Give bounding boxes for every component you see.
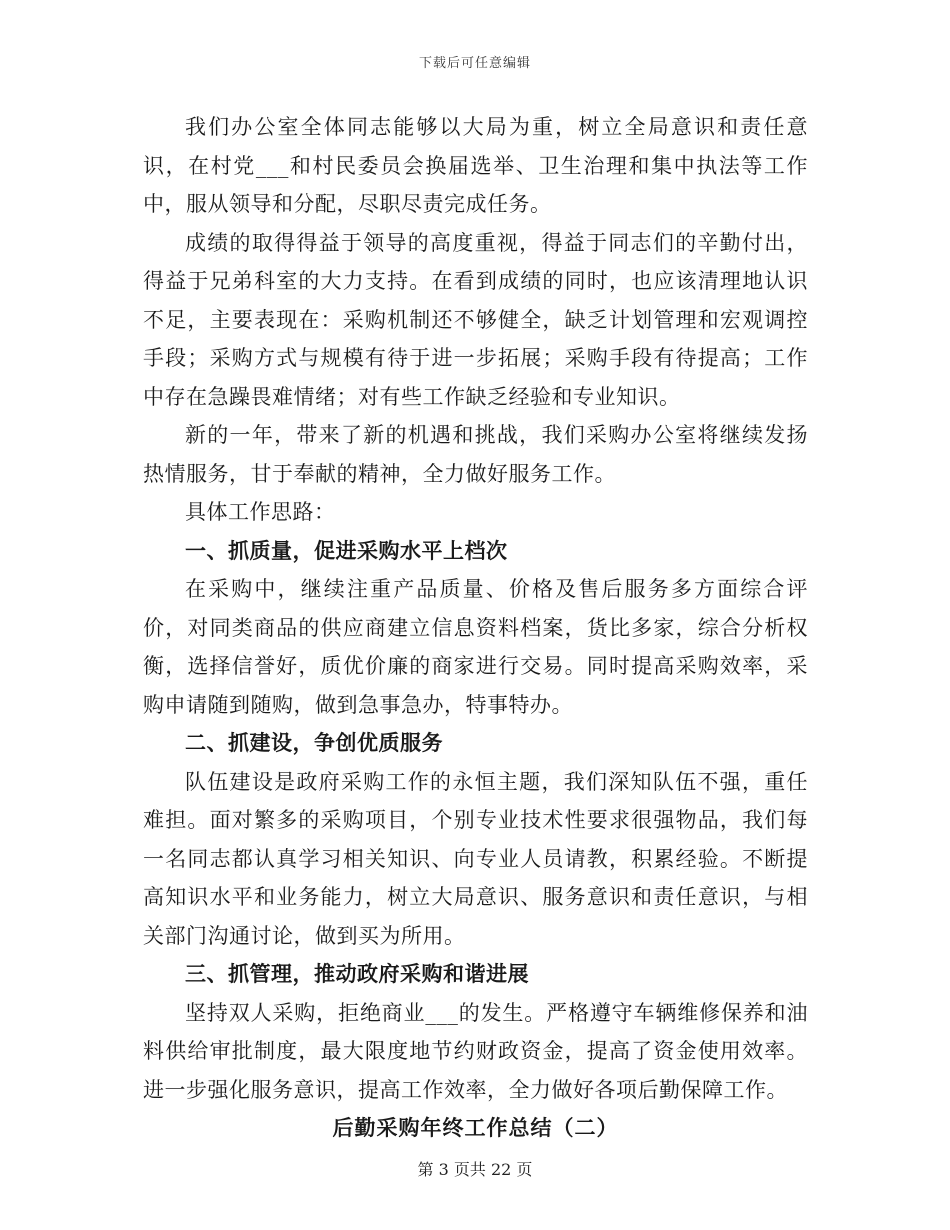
document-body bbox=[143, 108, 808, 1148]
paragraph: 具体工作思路： bbox=[185, 500, 336, 524]
section-heading: 三、抓管理，推动政府采购和谐进展 bbox=[185, 961, 529, 986]
page-footer: 第 3 页共 22 页 bbox=[417, 1160, 533, 1179]
section-heading: 二、抓建设，争创优质服务 bbox=[185, 730, 443, 755]
paragraph: 在采购中，继续注重产品质量、价格及售后服务多方面综合评价，对同类商品的供应商建立信息资料档案，货比多家，综合分析权衡，选择信誉好，质优价廉的商家进行交易。同时提高采购效率，采购申请随到随购，做到急事急办，特事特办。 bbox=[143, 577, 808, 717]
section-heading: 一、抓质量，促进采购水平上档次 bbox=[185, 537, 508, 563]
document-title: 后勤采购年终工作总结（二） bbox=[332, 1115, 619, 1140]
paragraph: 我们办公室全体同志能够以大局为重，树立全局意识和责任意识，在村党___和村民委员会换届选举、卫生治理和集中执法等工作中，服从领导和分配，尽职尽责完成任务。 bbox=[143, 115, 808, 216]
paragraph: 坚持双人采购，拒绝商业___的发生。严格遵守车辆维修保养和油料供给审批制度，最大限度地节约财政资金，提高了资金使用效率。进一步强化服务意识，提高工作效率，全力做好各项后勤保障工作。 bbox=[143, 1000, 808, 1102]
paragraph: 成绩的取得得益于领导的高度重视，得益于同志们的辛勤付出，得益于兄弟科室的大力支持。在看到成绩的同时，也应该清理地认识不足，主要表现在：采购机制还不够健全，缺乏计划管理和宏观调控手段；采购方式与规模有待于进一步拓展；采购手段有待提高；工作中存在急躁畏难情绪；对有些工作缺乏经验和专业知识。 bbox=[143, 230, 808, 409]
page-header: 下载后可任意编辑 bbox=[418, 56, 531, 71]
paragraph: 队伍建设是政府采购工作的永恒主题，我们深知队伍不强，重任难担。面对繁多的采购项目，个别专业技术性要求很强物品，我们每一名同志都认真学习相关知识、向专业人员请教，积累经验。不断提高知识水平和业务能力，树立大局意识、服务意识和责任意识，与相关部门沟通讨论，做到买为所用。 bbox=[143, 769, 808, 948]
paragraph: 新的一年，带来了新的机遇和挑战，我们采购办公室将继续发扬热情服务，甘于奉献的精神，全力做好服务工作。 bbox=[143, 423, 808, 486]
